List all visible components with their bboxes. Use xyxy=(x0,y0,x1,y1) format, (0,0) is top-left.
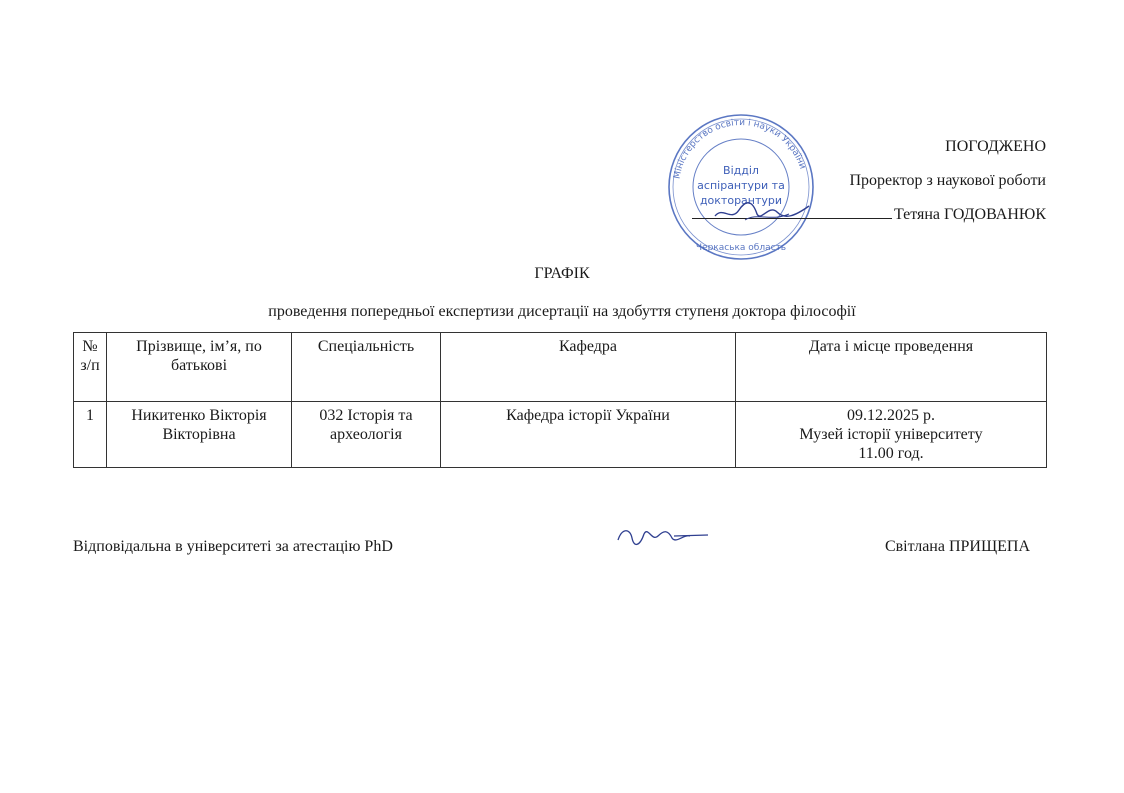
stamp-bottom-text: Черкаська область xyxy=(695,243,787,253)
document-subtitle: проведення попередньої експертизи дисертації на здобуття ступеня доктора філософії xyxy=(268,303,856,320)
approval-heading: ПОГОДЖЕНО xyxy=(945,138,1046,155)
header-department: Кафедра xyxy=(441,333,736,402)
header-name: Прізвище, ім’я, по батькові xyxy=(107,333,292,402)
stamp-outer-text: Міністерство освіти і науки України xyxy=(672,117,808,180)
cell-date-place xyxy=(736,402,1047,468)
cell-place: Музей історії університету xyxy=(799,426,983,443)
stamp-center-line1: Відділ xyxy=(723,164,759,177)
approval-position: Проректор з наукової роботи xyxy=(849,172,1046,189)
approver-signature xyxy=(705,192,815,232)
responsible-label: Відповідальна в університеті за атестацію PhD xyxy=(73,538,393,555)
cell-time: 11.00 год. xyxy=(858,445,924,462)
stamp-center-line2: аспірантури та xyxy=(697,179,785,192)
responsible-name: Світлана ПРИЩЕПА xyxy=(884,538,1030,555)
cell-department: Кафедра історії України xyxy=(441,402,736,468)
document-title: ГРАФІК xyxy=(534,265,590,282)
header-num: № з/п xyxy=(74,333,107,402)
responsible-signature xyxy=(612,520,712,554)
header-specialty: Спеціальність xyxy=(292,333,441,402)
table-header-row xyxy=(74,333,1047,402)
cell-specialty: 032 Історія та археологія xyxy=(292,402,441,468)
header-date-place: Дата і місце проведення xyxy=(736,333,1047,402)
table-row xyxy=(74,402,1047,468)
cell-name: Никитенко Вікторія Вікторівна xyxy=(107,402,292,468)
schedule-table xyxy=(73,332,1047,468)
cell-num: 1 xyxy=(74,402,107,468)
cell-date: 09.12.2025 р. xyxy=(847,407,935,424)
stamp-center-line3: докторантури xyxy=(699,194,783,207)
approval-name: Тетяна ГОДОВАНЮК xyxy=(893,206,1046,223)
